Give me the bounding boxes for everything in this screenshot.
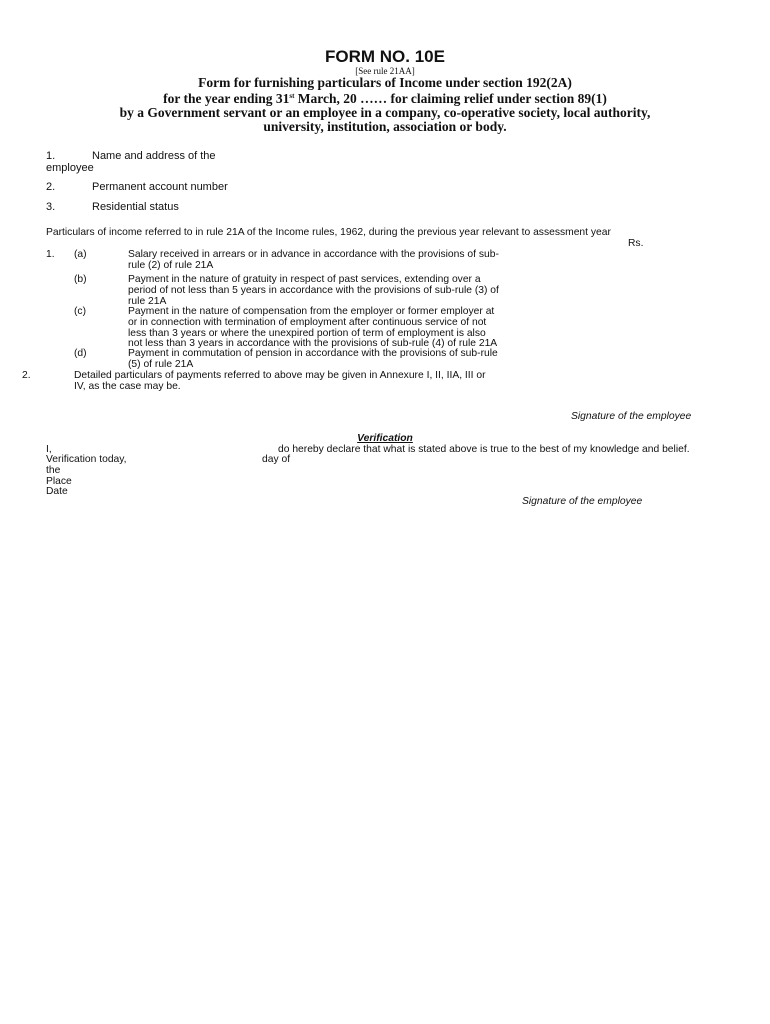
- particulars-intro: Particulars of income referred to in rule 21A of the Income rules, 1962, during the previous year relevant to assessment year: [46, 227, 611, 238]
- item-c-line: less than 3 years or where the unexpired portion of term of employment is also: [128, 327, 486, 339]
- heading-line-2-sup: st: [289, 92, 295, 100]
- heading-line-1: Form for furnishing particulars of Income under section 192(2A): [198, 75, 572, 90]
- heading-line-3: by a Government servant or an employee in a company, co-operative society, local authority,: [119, 105, 651, 120]
- item-a-text: [128, 250, 499, 272]
- field-2-label: Permanent account number: [92, 181, 228, 193]
- field-2-number: 2.: [46, 181, 56, 193]
- heading-line-2-b: March, 20 …… for claiming relief under section 89(1): [294, 91, 607, 106]
- signature-employee-2: Signature of the employee: [522, 496, 643, 507]
- item-2-line: IV, as the case may be.: [74, 380, 181, 392]
- verification-today: Verification today,: [46, 454, 127, 465]
- heading-line-4: university, institution, association or body.: [263, 119, 507, 134]
- heading-line-2-a: for the year ending 31: [163, 91, 290, 106]
- item-1-number: 1.: [46, 249, 55, 260]
- place-label: Place: [46, 476, 72, 487]
- verification-the: the: [46, 465, 61, 476]
- item-d-letter: (d): [74, 348, 87, 359]
- item-d-line: (5) of rule 21A: [128, 358, 194, 370]
- item-b-line: Payment in the nature of gratuity in respect of past services, extending over a: [128, 274, 481, 285]
- verification-day-of: day of: [262, 454, 291, 465]
- signature-employee-1: Signature of the employee: [571, 411, 692, 422]
- item-b-line: rule 21A: [128, 295, 167, 307]
- form-title: FORM NO. 10E: [325, 47, 445, 66]
- field-3-number: 3.: [46, 201, 56, 213]
- item-a-line: rule (2) of rule 21A: [128, 259, 214, 271]
- item-2-text: [74, 371, 486, 393]
- verification-i: I,: [46, 444, 52, 455]
- item-c-line: Payment in the nature of compensation from the employer or former employer at: [128, 306, 495, 317]
- verification-heading: Verification: [357, 433, 413, 444]
- item-c-line: not less than 3 years in accordance with the provisions of sub-rule (4) of rule 21A: [128, 338, 498, 350]
- verification-declaration: do hereby declare that what is stated above is true to the best of my knowledge and belief.: [278, 444, 690, 455]
- item-d-text: [128, 349, 498, 371]
- item-b-line: period of not less than 5 years in accordance with the provisions of sub-rule (3) of: [128, 284, 499, 296]
- field-3-label: Residential status: [92, 201, 179, 213]
- rs-label: Rs.: [628, 238, 644, 249]
- field-1-label-cont: employee: [46, 162, 94, 174]
- item-c-text: [128, 307, 497, 350]
- field-1-label: Name and address of the: [92, 150, 216, 162]
- item-b-text: [128, 275, 499, 307]
- item-2-number: 2.: [22, 370, 31, 381]
- item-a-line: Salary received in arrears or in advance in accordance with the provisions of sub-: [128, 249, 499, 260]
- item-c-letter: (c): [74, 306, 87, 317]
- field-1-number: 1.: [46, 150, 56, 162]
- rule-reference: [See rule 21AA]: [355, 66, 415, 76]
- item-a-letter: (a): [74, 249, 87, 260]
- date-label: Date: [46, 486, 68, 497]
- item-d-line: Payment in commutation of pension in accordance with the provisions of sub-rule: [128, 348, 498, 359]
- item-c-line: or in connection with termination of employment after continuous service of not: [128, 316, 487, 328]
- item-b-letter: (b): [74, 274, 87, 285]
- item-2-line: Detailed particulars of payments referred to above may be given in Annexure I, II, IIA, III or: [74, 370, 486, 381]
